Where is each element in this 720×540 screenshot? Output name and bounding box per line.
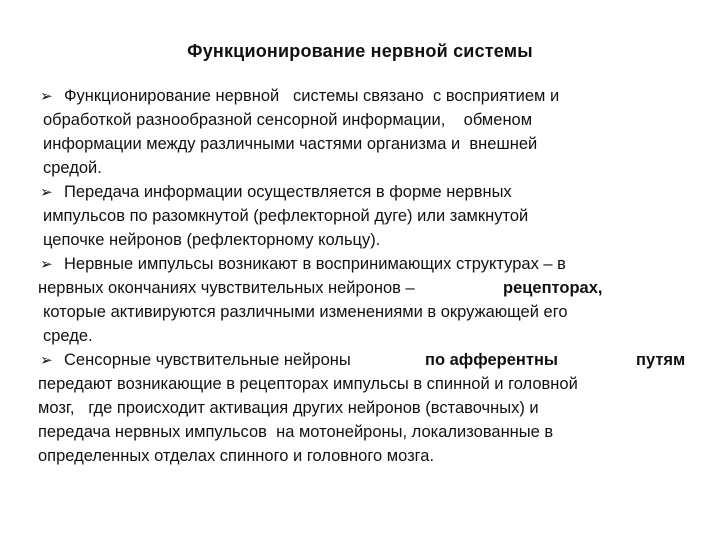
paragraph-line: обработкой разнообразной сенсорной информации, обменом: [43, 111, 533, 129]
paragraph-line: которые активируются различными изменениями в окружающей его: [43, 303, 568, 321]
paragraph-line: Функционирование нервной системы связано с восприятием и: [64, 87, 560, 105]
paragraph-line: передают возникающие в рецепторах импульсы в спинной и головной: [38, 375, 578, 393]
highlight-term-receptors: рецепторах,: [503, 279, 603, 297]
paragraph-line: мозг, где происходит активация других нейронов (вставочных) и: [38, 399, 539, 417]
bullet-arrow-icon: ➢: [40, 183, 53, 201]
paragraph-line: импульсов по разомкнутой (рефлекторной дуге) или замкнутой: [43, 207, 529, 225]
paragraph-line: среде.: [43, 327, 93, 345]
bullet-arrow-icon: ➢: [40, 87, 53, 105]
paragraph-line: определенных отделах спинного и головного мозга.: [38, 447, 435, 465]
paragraph-line: информации между различными частями организма и внешней: [43, 135, 538, 153]
paragraph-line: Сенсорные чувствительные нейроны: [64, 351, 356, 369]
paragraph-line: средой.: [43, 159, 102, 177]
bullet-arrow-icon: ➢: [40, 351, 53, 369]
paragraph-line: Передача информации осуществляется в форме нервных: [64, 183, 512, 201]
paragraph-line: Нервные импульсы возникают в воспринимающих структурах – в: [64, 255, 566, 273]
slide-title: Функционирование нервной системы: [187, 41, 533, 61]
highlight-term-afferent: по афферентны: [425, 351, 558, 369]
paragraph-line: нервных окончаниях чувствительных нейронов –: [38, 279, 415, 297]
paragraph-line: цепочке нейронов (рефлекторному кольцу).: [43, 231, 381, 249]
highlight-term-paths: путям: [636, 351, 686, 369]
paragraph-line: передача нервных импульсов на мотонейроны, локализованные в: [38, 423, 554, 441]
bullet-arrow-icon: ➢: [40, 255, 53, 273]
